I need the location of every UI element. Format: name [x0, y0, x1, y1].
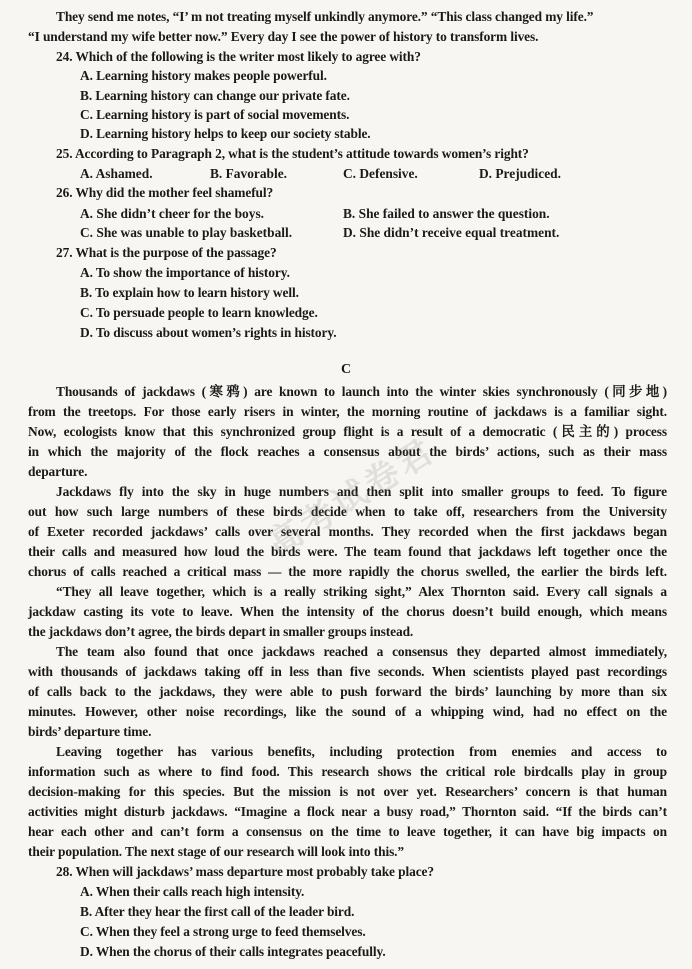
answer-option: C. Defensive.	[343, 166, 418, 181]
passage-line: hear each other and can’t form a consensus on the time to leave together, it can have big impacts on	[28, 824, 667, 839]
question-stem: 28. When will jackdaws’ mass departure most probably take place?	[56, 864, 434, 879]
passage-line: Leaving together has various benefits, including protection from enemies and access to	[56, 744, 667, 759]
passage-line: chorus of calls reached a critical mass — the more rapidly the chorus swelled, the earlier the birds left.	[28, 564, 667, 579]
passage-line: their calls and measured how loud the birds were. The team found that jackdaws left together once the	[28, 544, 667, 559]
passage-line: birds’ departure time.	[28, 724, 152, 739]
passage-line: Thousands of jackdaws (寒鸦) are known to launch into the winter skies synchronously (同步地)	[56, 384, 667, 399]
passage-line: in which the majority of the flock reaches a consensus about the birds’ actions, such as their mass	[28, 444, 667, 459]
answer-option: B. To explain how to learn history well.	[80, 285, 299, 300]
passage-line: decision-making for this species. But the mission is not over yet. Researchers’ concern is that human	[28, 784, 667, 799]
passage-line: out how such large numbers of these birds decide when to take off, researchers from the University	[28, 504, 667, 519]
answer-option: D. To discuss about women’s rights in history.	[80, 325, 337, 340]
answer-option: A. She didn’t cheer for the boys.	[80, 206, 265, 221]
answer-option: D. She didn’t receive equal treatment.	[343, 225, 560, 240]
answer-option: A. Learning history makes people powerful.	[80, 68, 327, 83]
passage-line: “They all leave together, which is a really striking sight,” Alex Thornton said. Every call signals a	[56, 584, 667, 599]
question-stem: 24. Which of the following is the writer most likely to agree with?	[56, 49, 421, 64]
question-stem: 27. What is the purpose of the passage?	[56, 245, 277, 260]
answer-option: A. To show the importance of history.	[80, 265, 290, 280]
passage-line: jackdaw casting its vote to leave. When the intensity of the chorus doesn’t build enough, which means	[28, 604, 667, 619]
answer-option: C. To persuade people to learn knowledge.	[80, 305, 318, 320]
passage-line: their population. The next stage of our research will look into this.”	[28, 844, 405, 859]
watermark: 高考试卷君	[260, 430, 444, 565]
passage-line: minutes. However, other noise recordings, like the sound of a whipping wind, had no effect on the	[28, 704, 667, 719]
passage-line: departure.	[28, 464, 88, 479]
answer-option: A. When their calls reach high intensity.	[80, 884, 305, 899]
passage-line: The team also found that once jackdaws reached a consensus they departed almost immediately,	[56, 644, 667, 659]
answer-option: C. She was unable to play basketball.	[80, 225, 293, 240]
answer-option: B. After they hear the first call of the leader bird.	[80, 904, 355, 919]
answer-option: A. Ashamed.	[80, 166, 153, 181]
top-paragraph-line: They send me notes, “I’ m not treating myself unkindly anymore.” “This class changed my life.”	[56, 9, 594, 24]
passage-line: the jackdaws don’t agree, the birds depart in smaller groups instead.	[28, 624, 414, 639]
answer-option: C. Learning history is part of social movements.	[80, 107, 350, 122]
answer-option: B. Learning history can change our private fate.	[80, 88, 350, 103]
answer-option: C. When they feel a strong urge to feed themselves.	[80, 924, 366, 939]
answer-option: B. She failed to answer the question.	[343, 206, 550, 221]
section-heading: C	[340, 362, 352, 377]
passage-line: of calls back to the jackdaws, they were able to push forward the birds’ launching by more than six	[28, 684, 667, 699]
answer-option: D. Prejudiced.	[479, 166, 561, 181]
passage-line: Now, ecologists know that this synchronized group flight is a result of a democratic (民主的) process	[28, 424, 667, 439]
passage-line: Jackdaws fly into the sky in huge numbers and then split into smaller groups to feed. To figure	[56, 484, 667, 499]
passage-line: activities might disturb jackdaws. “Imagine a flock near a busy road,” Thornton said. “If the birds can’t	[28, 804, 667, 819]
passage-line: information such as where to find food. This research shows the critical role birdcalls play in group	[28, 764, 667, 779]
answer-option: D. Learning history helps to keep our society stable.	[80, 126, 371, 141]
question-stem: 25. According to Paragraph 2, what is the student’s attitude towards women’s right?	[56, 146, 529, 161]
passage-line: with thousands of jackdaws taking off in less than five seconds. When scientists played past recordings	[28, 664, 667, 679]
answer-option: D. When the chorus of their calls integrates peacefully.	[80, 944, 386, 959]
answer-option: B. Favorable.	[210, 166, 287, 181]
top-paragraph-line: “I understand my wife better now.” Every day I see the power of history to transform lives.	[28, 29, 539, 44]
passage-line: of Exeter recorded jackdaws’ calls over several months. They recorded when the first jackdaws began	[28, 524, 667, 539]
passage-line: from the treetops. For those early risers in winter, the morning routine of jackdaws is a familiar sight.	[28, 404, 667, 419]
question-stem: 26. Why did the mother feel shameful?	[56, 185, 274, 200]
